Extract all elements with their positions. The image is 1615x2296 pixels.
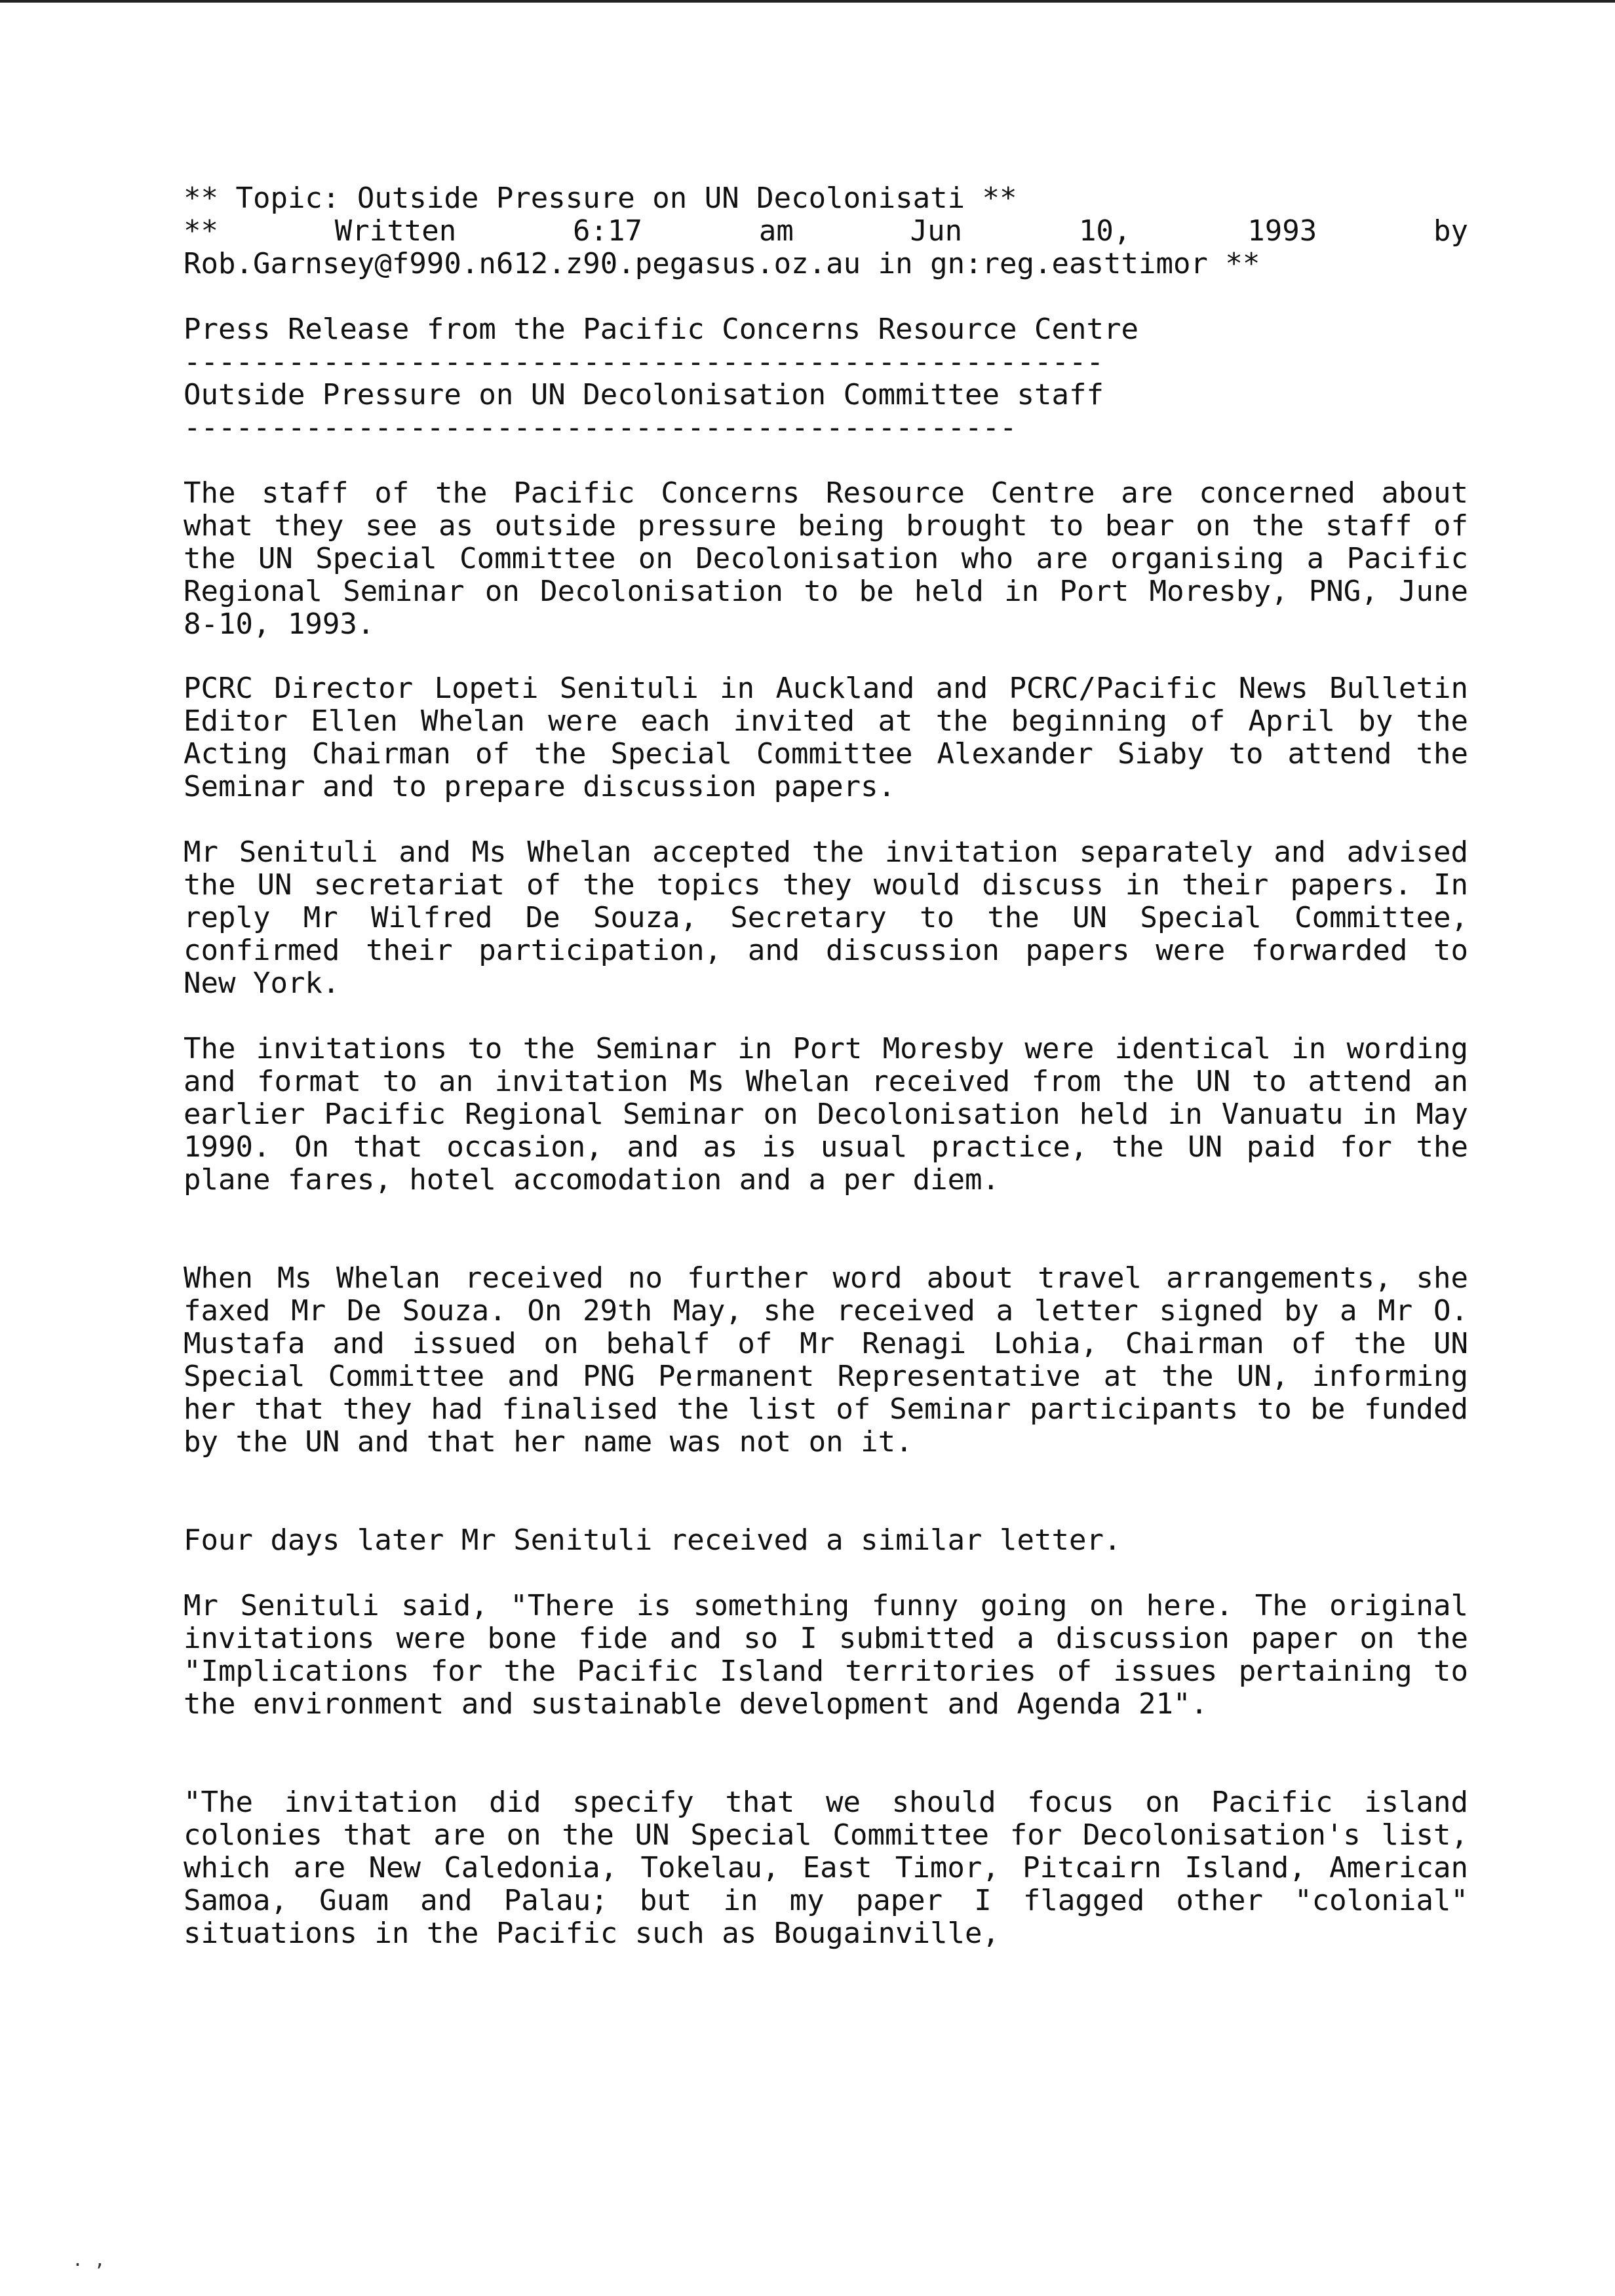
paragraph-5: When Ms Whelan received no further word about travel arrangements, she faxed Mr De Souza. On 29th May, she received a letter signed by a Mr O. Mustafa and issued on behalf of Mr Renagi Lohia, Chairman of the UN Special Committee and PNG Permanent Representative at the UN, informing her that they had finalised the list of Seminar participants to be funded by the UN and that her name was not on it. [184,1261,1468,1459]
page-mark: . , [72,2249,106,2270]
topic-line: ** Topic: Outside Pressure on UN Decolonisati ** [184,182,1017,215]
press-release-title-rule: ----------------------------------------------------- [184,346,1104,379]
written-line: ** Written 6:17 am Jun 10, 1993 by [184,214,1468,248]
paragraph-6: Four days later Mr Senituli received a similar letter. [184,1523,1121,1557]
author-line: Rob.Garnsey@f990.n612.z90.pegasus.oz.au in gn:reg.easttimor ** [184,247,1260,280]
paragraph-1: The staff of the Pacific Concerns Resource Centre are concerned about what they see as outside pressure being brought to bear on the staff of the UN Special Committee on Decolonisation who are organising a Pacific Regional Seminar on Decolonisation to be held in Port Moresby, PNG, June 8-10, 1993. [184,476,1468,641]
paragraph-3: Mr Senituli and Ms Whelan accepted the invitation separately and advised the UN secretariat of the topics they would discuss in their papers. In reply Mr Wilfred De Souza, Secretary to the UN Special Committee, confirmed their participation, and discussion papers were forwarded to New York. [184,835,1468,1000]
paragraph-2: PCRC Director Lopeti Senituli in Auckland and PCRC/Pacific News Bulletin Editor Ellen Whelan were each invited at the beginning of April by the Acting Chairman of the Special Committee Alexander Siaby to attend the Seminar and to prepare discussion papers. [184,672,1468,803]
paragraph-7: Mr Senituli said, "There is something funny going on here. The original invitations were bone fide and so I submitted a discussion paper on the "Implications for the Pacific Island territories of issues pertaining to the environment and sustainable development and Agenda 21". [184,1589,1468,1721]
press-release-title: Press Release from the Pacific Concerns Resource Centre [184,313,1138,346]
paragraph-8: "The invitation did specify that we should focus on Pacific island colonies that are on the UN Special Committee for Decolonisation's list, which are New Caledonia, Tokelau, East Timor, Pitcairn Island, American Samoa, Guam and Palau; but in my paper I flagged other "colonial" situations in the Pacific such as Bougainville, [184,1786,1468,1950]
top-border-rule [0,0,1615,3]
paragraph-4: The invitations to the Seminar in Port Moresby were identical in wording and format to an invitation Ms Whelan received from the UN to attend an earlier Pacific Regional Seminar on Decolonisation held in Vanuatu in May 1990. On that occasion, and as is usual practice, the UN paid for the plane fares, hotel accomodation and a per diem. [184,1032,1468,1196]
press-release-subtitle: Outside Pressure on UN Decolonisation Committee staff [184,378,1104,411]
press-release-subtitle-rule: ------------------------------------------------ [184,411,1017,444]
